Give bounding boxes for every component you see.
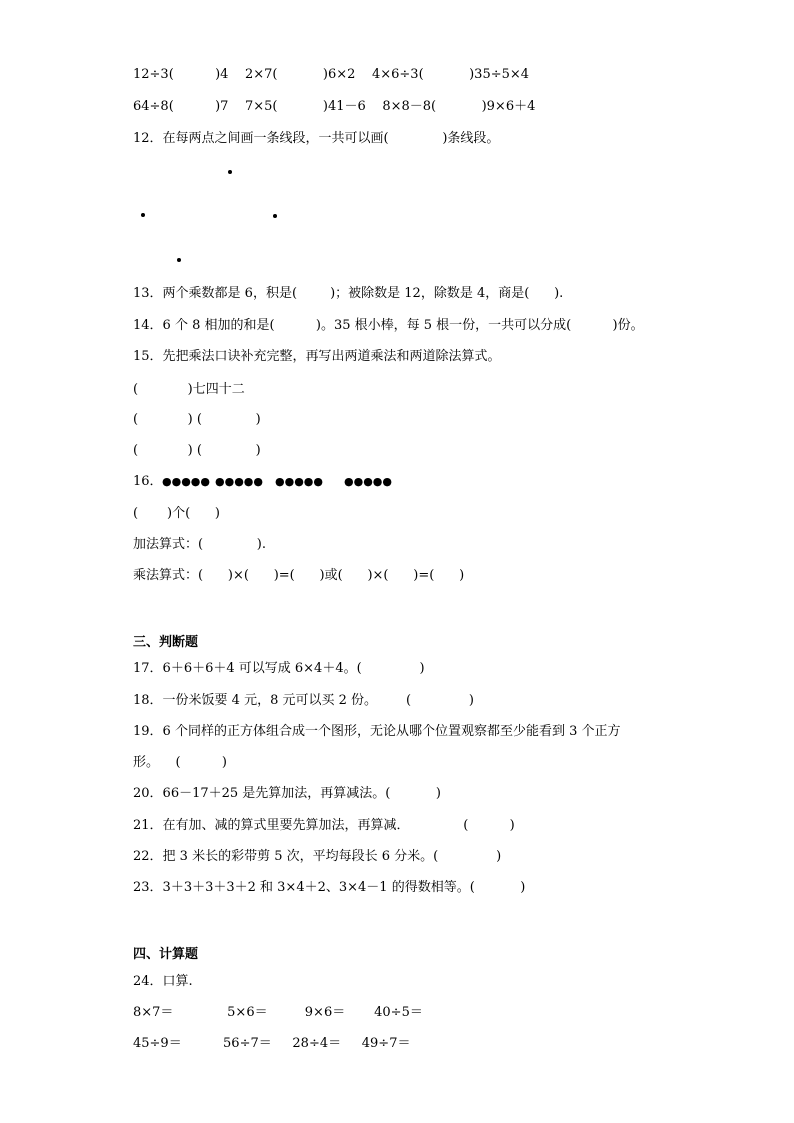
q16-dot-group-1: ●●●●● <box>162 475 210 488</box>
q15-line3: ( ) ( ) <box>133 443 261 458</box>
point-bottom <box>177 258 181 262</box>
q21-text: 21．在有加、减的算式里要先算加法，再算减． ( ) <box>133 818 515 833</box>
q12-text: 12．在每两点之间画一条线段，一共可以画( )条线段。 <box>133 131 500 146</box>
q20-text: 20．66－17＋25 是先算加法，再算减法。( ) <box>133 786 441 801</box>
q11-row2: 64÷8( )7 7×5( )41－6 8×8－8( )9×6＋4 <box>133 99 536 114</box>
q22-text: 22．把 3 米长的彩带剪 5 次，平均每段长 6 分米。( ) <box>133 849 502 864</box>
q14-text: 14．6 个 8 相加的和是( )。35 根小棒，每 5 根一份，一共可以分成( )份。 <box>133 318 644 333</box>
q11-row1: 12÷3( )4 2×7( )6×2 4×6÷3( )35÷5×4 <box>133 67 530 82</box>
section-4-title: 四、计算题 <box>133 947 199 962</box>
section-3-title: 三、判断题 <box>133 635 199 650</box>
point-right <box>273 214 277 218</box>
q16-line1: ( )个( ) <box>133 506 221 521</box>
q19-line1: 19．6 个同样的正方体组合成一个图形，无论从哪个位置观察都至少能看到 3 个正方 <box>133 724 621 739</box>
point-top <box>228 170 232 174</box>
q16-multiplication: 乘法算式：( )×( )=( )或( )×( )=( ) <box>133 568 465 583</box>
q24-label: 24．口算. <box>133 974 193 989</box>
q16-dot-group-4: ●●●●● <box>344 475 392 488</box>
q24-row2: 45÷9＝ 56÷7＝ 28÷4＝ 49÷7＝ <box>133 1036 411 1051</box>
q17-text: 17．6＋6＋6＋4 可以写成 6×4＋4。( ) <box>133 661 425 676</box>
q16-addition: 加法算式：( ). <box>133 537 266 552</box>
q13-text: 13．两个乘数都是 6，积是( )；被除数是 12，除数是 4，商是( ). <box>133 286 564 301</box>
q23-text: 23．3＋3＋3＋3＋2 和 3×4＋2、3×4－1 的得数相等。( ) <box>133 880 526 895</box>
q19-line2: 形。 ( ) <box>133 755 227 770</box>
q16-dot-group-3: ●●●●● <box>275 475 323 488</box>
q16-label: 16． <box>133 474 163 489</box>
q18-text: 18．一份米饭要 4 元，8 元可以买 2 份。 ( ) <box>133 693 474 708</box>
q24-row1: 8×7＝ 5×6＝ 9×6＝ 40÷5＝ <box>133 1005 423 1020</box>
q15-line2: ( ) ( ) <box>133 412 261 427</box>
point-left <box>141 213 145 217</box>
q15-text: 15．先把乘法口诀补充完整，再写出两道乘法和两道除法算式。 <box>133 349 501 364</box>
q15-line1: ( )七四十二 <box>133 382 245 397</box>
q16-dot-group-2: ●●●●● <box>215 475 263 488</box>
